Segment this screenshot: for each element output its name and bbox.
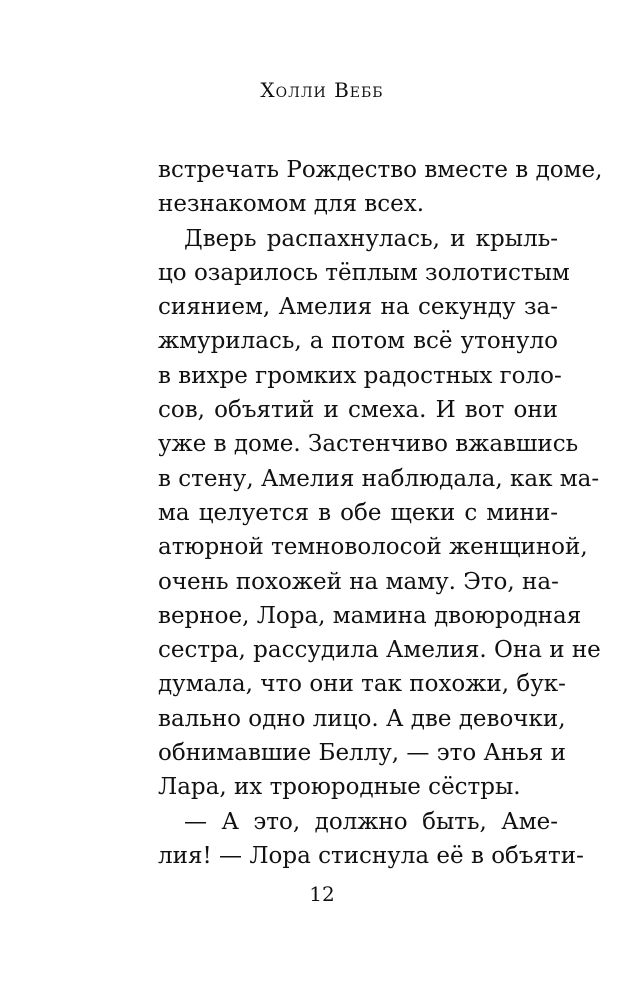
- text-line: сов, объятий и смеха. И вот они: [158, 397, 558, 424]
- text-line: уже в доме. Застенчиво вжавшись: [158, 431, 579, 458]
- text-line: — А это, должно быть, Аме-: [184, 808, 558, 835]
- text-line: встречать Рождество вместе в доме,: [158, 157, 603, 183]
- text-line: атюрной темноволосой женщиной,: [158, 534, 588, 561]
- text-line: Дверь распахнулась, и крыль-: [184, 225, 558, 252]
- text-line: сестра, рассудила Амелия. Она и не: [158, 637, 601, 664]
- text-line: верное, Лора, мамина двоюродная: [158, 602, 582, 629]
- text-line: в вихре громких радостных голо-: [158, 362, 562, 389]
- text-line: думала, что они так похожи, бук-: [158, 671, 566, 698]
- text-line: сиянием, Амелия на секунду за-: [158, 294, 558, 321]
- text-line: вально одно лицо. А две девочки,: [158, 705, 566, 732]
- text-line: очень похожей на маму. Это, на-: [158, 568, 559, 595]
- text-line: незнакомом для всех.: [158, 191, 425, 218]
- running-head: Холли Вебб: [260, 78, 384, 102]
- text-line: жмурилась, а потом всё утонуло: [158, 328, 558, 355]
- text-line: Лара, их троюродные сёстры.: [158, 774, 521, 801]
- body-text: [158, 153, 603, 873]
- page-number: 12: [309, 882, 335, 906]
- text-line: лия! — Лора стиснула её в объяти-: [158, 842, 584, 869]
- text-line: обнимавшие Беллу, — это Анья и: [158, 740, 566, 767]
- text-line: в стену, Амелия наблюдала, как ма-: [158, 465, 600, 492]
- text-line: цо озарилось тёплым золотистым: [158, 259, 570, 286]
- text-line: ма целуется в обе щеки с мини-: [158, 499, 558, 526]
